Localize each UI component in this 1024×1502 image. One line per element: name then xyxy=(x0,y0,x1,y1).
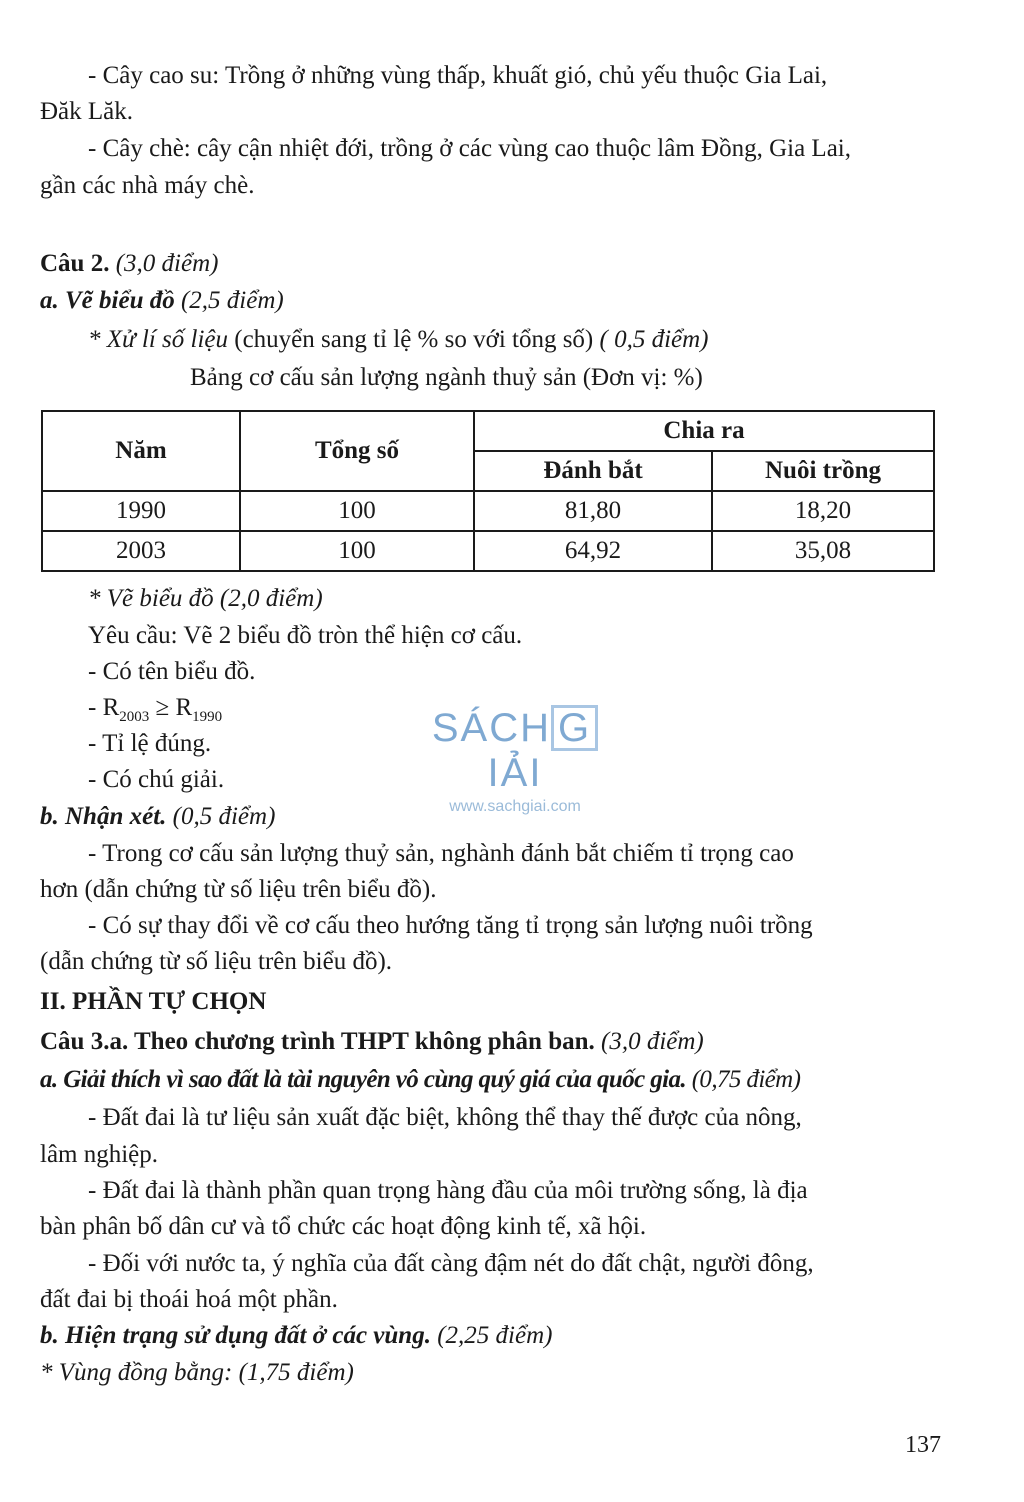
text-line: lâm nghiệp. xyxy=(40,1141,159,1168)
question-2-heading xyxy=(40,248,218,280)
fishery-structure-table xyxy=(41,410,935,572)
text-line: Đăk Lăk. xyxy=(40,98,134,125)
radius-sub-1990: 1990 xyxy=(192,709,223,725)
processing-label: * Xử lí số liệu xyxy=(88,326,229,353)
cell-fishing: 81,80 xyxy=(474,491,712,531)
part-b-score: (0,5 điểm) xyxy=(172,803,276,830)
cell-total: 100 xyxy=(240,491,474,531)
text-line: - Đất đai là thành phần quan trọng hàng đầu của môi trường sống, là địa xyxy=(88,1177,808,1204)
text-line: - Cây chè: cây cận nhiệt đới, trồng ở các vùng cao thuộc lâm Đồng, Gia Lai, xyxy=(88,135,851,162)
requirement-radius xyxy=(88,692,222,733)
requirement-ratio: - Tỉ lệ đúng. xyxy=(88,730,212,757)
requirement-line: Yêu cầu: Vẽ 2 biểu đồ tròn thể hiện cơ cấu. xyxy=(88,622,523,649)
requirement-legend: - Có chú giải. xyxy=(88,766,225,793)
question-3a-label: a. Giải thích vì sao đất là tài nguyên vô cùng quý giá của quốc gia. xyxy=(40,1066,687,1093)
cell-total: 100 xyxy=(240,531,474,571)
text-line: hơn (dẫn chứng từ số liệu trên biểu đồ). xyxy=(40,876,437,903)
text-line: - Có sự thay đổi về cơ cấu theo hướng tăng tỉ trọng sản lượng nuôi trồng xyxy=(88,912,813,939)
part-b-heading xyxy=(40,801,275,833)
table-row xyxy=(42,531,934,571)
header-aquaculture: Nuôi trồng xyxy=(712,451,934,491)
delta-region-line: * Vùng đồng bằng: (1,75 điểm) xyxy=(40,1359,354,1386)
text-line: (dẫn chứng từ số liệu trên biểu đồ). xyxy=(40,948,393,975)
processing-line xyxy=(88,324,709,356)
question-2-score: (3,0 điểm) xyxy=(115,250,219,277)
draw-chart-line: * Vẽ biểu đồ (2,0 điểm) xyxy=(88,585,323,612)
radius-mid: ≥ R xyxy=(149,694,193,721)
question-3-label: Câu 3.a. Theo chương trình THPT không phân ban. xyxy=(40,1028,595,1055)
text-line: - Trong cơ cấu sản lượng thuỷ sản, nghành đánh bắt chiếm tỉ trọng cao xyxy=(88,840,794,867)
text-line: - Đất đai là tư liệu sản xuất đặc biệt, không thể thay thế được của nông, xyxy=(88,1104,802,1131)
radius-sub-2003: 2003 xyxy=(119,709,150,725)
header-year: Năm xyxy=(42,411,240,491)
section-ii-heading: II. PHẦN TỰ CHỌN xyxy=(40,988,267,1015)
header-total: Tổng số xyxy=(240,411,474,491)
land-use-label: b. Hiện trạng sử dụng đất ở các vùng. xyxy=(40,1322,431,1349)
part-a-heading xyxy=(40,285,284,317)
cell-fishing: 64,92 xyxy=(474,531,712,571)
cell-year: 2003 xyxy=(42,531,240,571)
part-a-score: (2,5 điểm) xyxy=(180,287,284,314)
header-breakdown: Chia ra xyxy=(474,411,934,451)
question-2-label: Câu 2. xyxy=(40,250,110,277)
cell-aquaculture: 18,20 xyxy=(712,491,934,531)
question-3a-heading xyxy=(40,1064,800,1096)
part-a-label: a. Vẽ biểu đồ xyxy=(40,287,175,314)
watermark-logo: SÁCH GIẢI xyxy=(410,705,620,796)
text-line: đất đai bị thoái hoá một phần. xyxy=(40,1286,338,1313)
part-b-label: b. Nhận xét. xyxy=(40,803,167,830)
text-line: - Cây cao su: Trồng ở những vùng thấp, khuất gió, chủ yếu thuộc Gia Lai, xyxy=(88,62,828,89)
land-use-heading xyxy=(40,1320,552,1352)
question-3-heading xyxy=(40,1026,704,1058)
processing-score: ( 0,5 điểm) xyxy=(599,326,709,353)
land-use-score: (2,25 điểm) xyxy=(437,1322,553,1349)
radius-prefix: - R xyxy=(88,694,120,721)
requirement-title: - Có tên biểu đồ. xyxy=(88,658,256,685)
text-line: - Đối với nước ta, ý nghĩa của đất càng đậm nét do đất chật, người đông, xyxy=(88,1250,814,1277)
question-3a-score: (0,75 điểm) xyxy=(691,1066,801,1093)
table-title: Bảng cơ cấu sản lượng ngành thuỷ sản (Đơn vị: %) xyxy=(190,364,703,391)
question-3-score: (3,0 điểm) xyxy=(601,1028,704,1055)
cell-year: 1990 xyxy=(42,491,240,531)
page-number: 137 xyxy=(905,1432,941,1458)
cell-aquaculture: 35,08 xyxy=(712,531,934,571)
processing-text: (chuyển sang tỉ lệ % so với tổng số) xyxy=(234,326,594,353)
watermark xyxy=(410,705,620,816)
table-row xyxy=(42,491,934,531)
text-line: bàn phân bố dân cư và tổ chức các hoạt động kinh tế, xã hội. xyxy=(40,1213,647,1240)
header-fishing: Đánh bắt xyxy=(474,451,712,491)
text-line: gần các nhà máy chè. xyxy=(40,172,255,199)
watermark-url: www.sachgiai.com xyxy=(449,798,581,815)
